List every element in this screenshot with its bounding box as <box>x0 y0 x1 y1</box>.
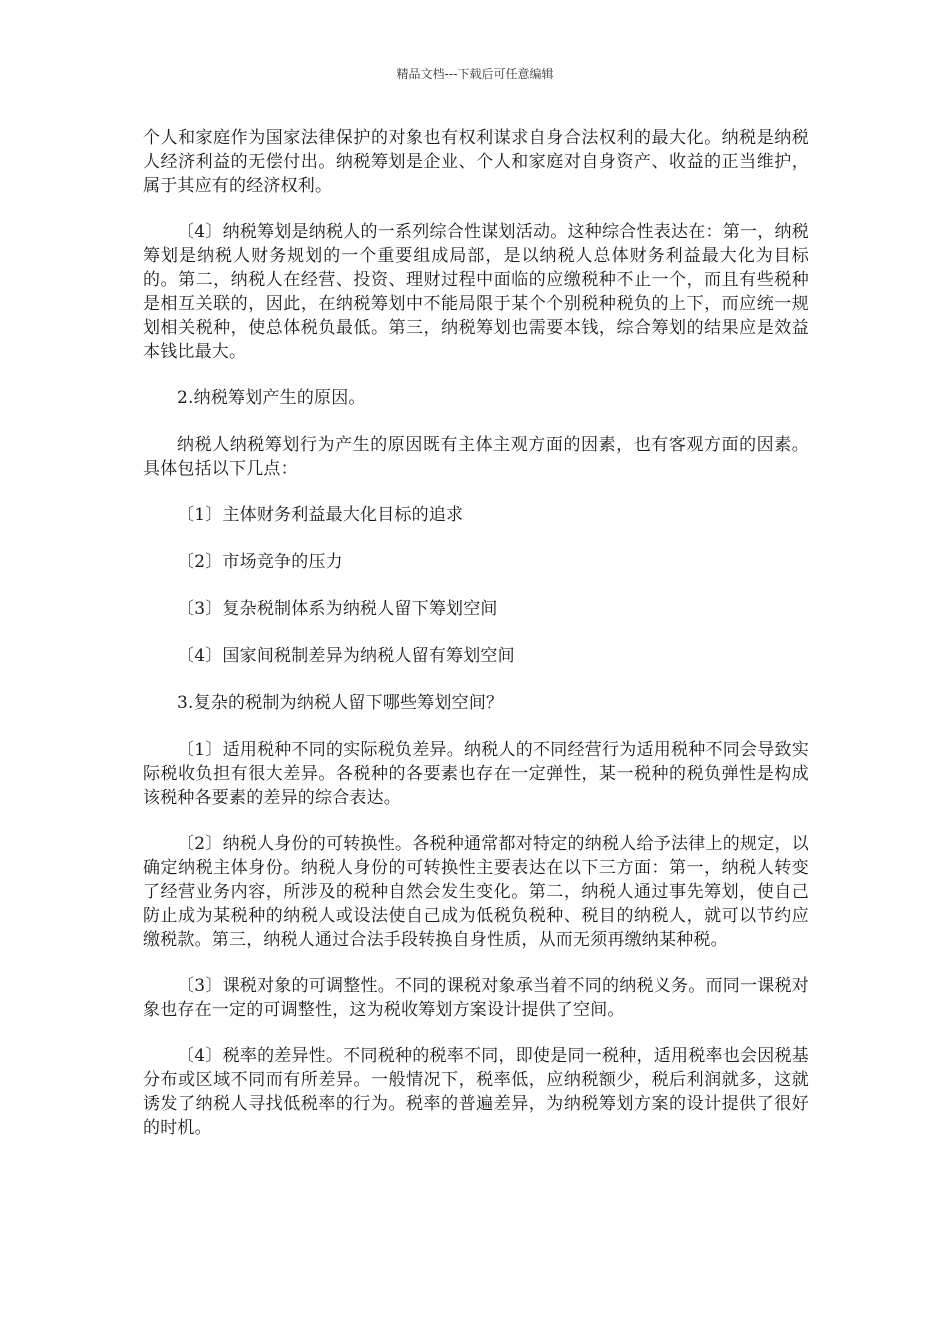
paragraph-11: 〔2〕纳税人身份的可转换性。各税种通常都对特定的纳税人给予法律上的规定，以确定纳税主体身份。纳税人身份的可转换性主要表达在以下三方面：第一，纳税人转变了经营业务内容，所涉及的税种自然会发生变化。第二，纳税人通过事先筹划，使自己防止成为某税种的纳税人或设法使自己成为低税负税种、税目的纳税人，就可以节约应缴税款。第三，纳税人通过合法手段转换自身性质，从而无须再缴纳某种税。 <box>143 834 809 950</box>
paragraph-1: 个人和家庭作为国家法律保护的对象也有权利谋求自身合法权利的最大化。纳税是纳税人经济利益的无偿付出。纳税筹划是企业、个人和家庭对自身资产、收益的正当维护，属于其应有的经济权利。 <box>143 128 809 196</box>
paragraph-2: 〔4〕纳税筹划是纳税人的一系列综合性谋划活动。这种综合性表达在：第一，纳税筹划是纳税人财务规划的一个重要组成局部，是以纳税人总体财务利益最大化为目标的。第二，纳税人在经营、投资、理财过程中面临的应缴税种不止一个，而且有些税种是相互关联的，因此，在纳税筹划中不能局限于某个个别税种税负的上下，而应统一规划相关税种，使总体税负最低。第三，纳税筹划也需要本钱，综合筹划的结果应是效益本钱比最大。 <box>143 222 809 362</box>
paragraph-10: 〔1〕适用税种不同的实际税负差异。纳税人的不同经营行为适用税种不同会导致实际税收负担有很大差异。各税种的各要素也存在一定弹性，某一税种的税负弹性是构成该税种各要素的差异的综合表达。 <box>143 740 809 808</box>
list-item-4: 〔4〕国家间税制差异为纳税人留有筹划空间 <box>177 646 515 666</box>
paragraph-13: 〔4〕税率的差异性。不同税种的税率不同，即使是同一税种，适用税率也会因税基分布或区域不同而有所差异。一般情况下，税率低，应纳税额少，税后利润就多，这就诱发了纳税人寻找低税率的行为。税率的普遍差异，为纳税筹划方案的设计提供了很好的时机。 <box>143 1046 809 1138</box>
page-header: 精品文档---下载后可任意编辑 <box>396 67 554 81</box>
list-item-2: 〔2〕市场竞争的压力 <box>177 552 343 572</box>
list-item-1: 〔1〕主体财务利益最大化目标的追求 <box>177 505 464 525</box>
paragraph-12: 〔3〕课税对象的可调整性。不同的课税对象承当着不同的纳税义务。而同一课税对象也存在一定的可调整性，这为税收筹划方案设计提供了空间。 <box>143 976 809 1020</box>
document-body <box>143 126 809 1162</box>
paragraph-4: 纳税人纳税筹划行为产生的原因既有主体主观方面的因素，也有客观方面的因素。具体包括以下几点： <box>143 435 809 479</box>
section-heading-2: 2.纳税筹划产生的原因。 <box>177 388 366 408</box>
list-item-3: 〔3〕复杂税制体系为纳税人留下筹划空间 <box>177 599 498 619</box>
section-heading-3: 3.复杂的税制为纳税人留下哪些筹划空间？ <box>177 693 504 713</box>
